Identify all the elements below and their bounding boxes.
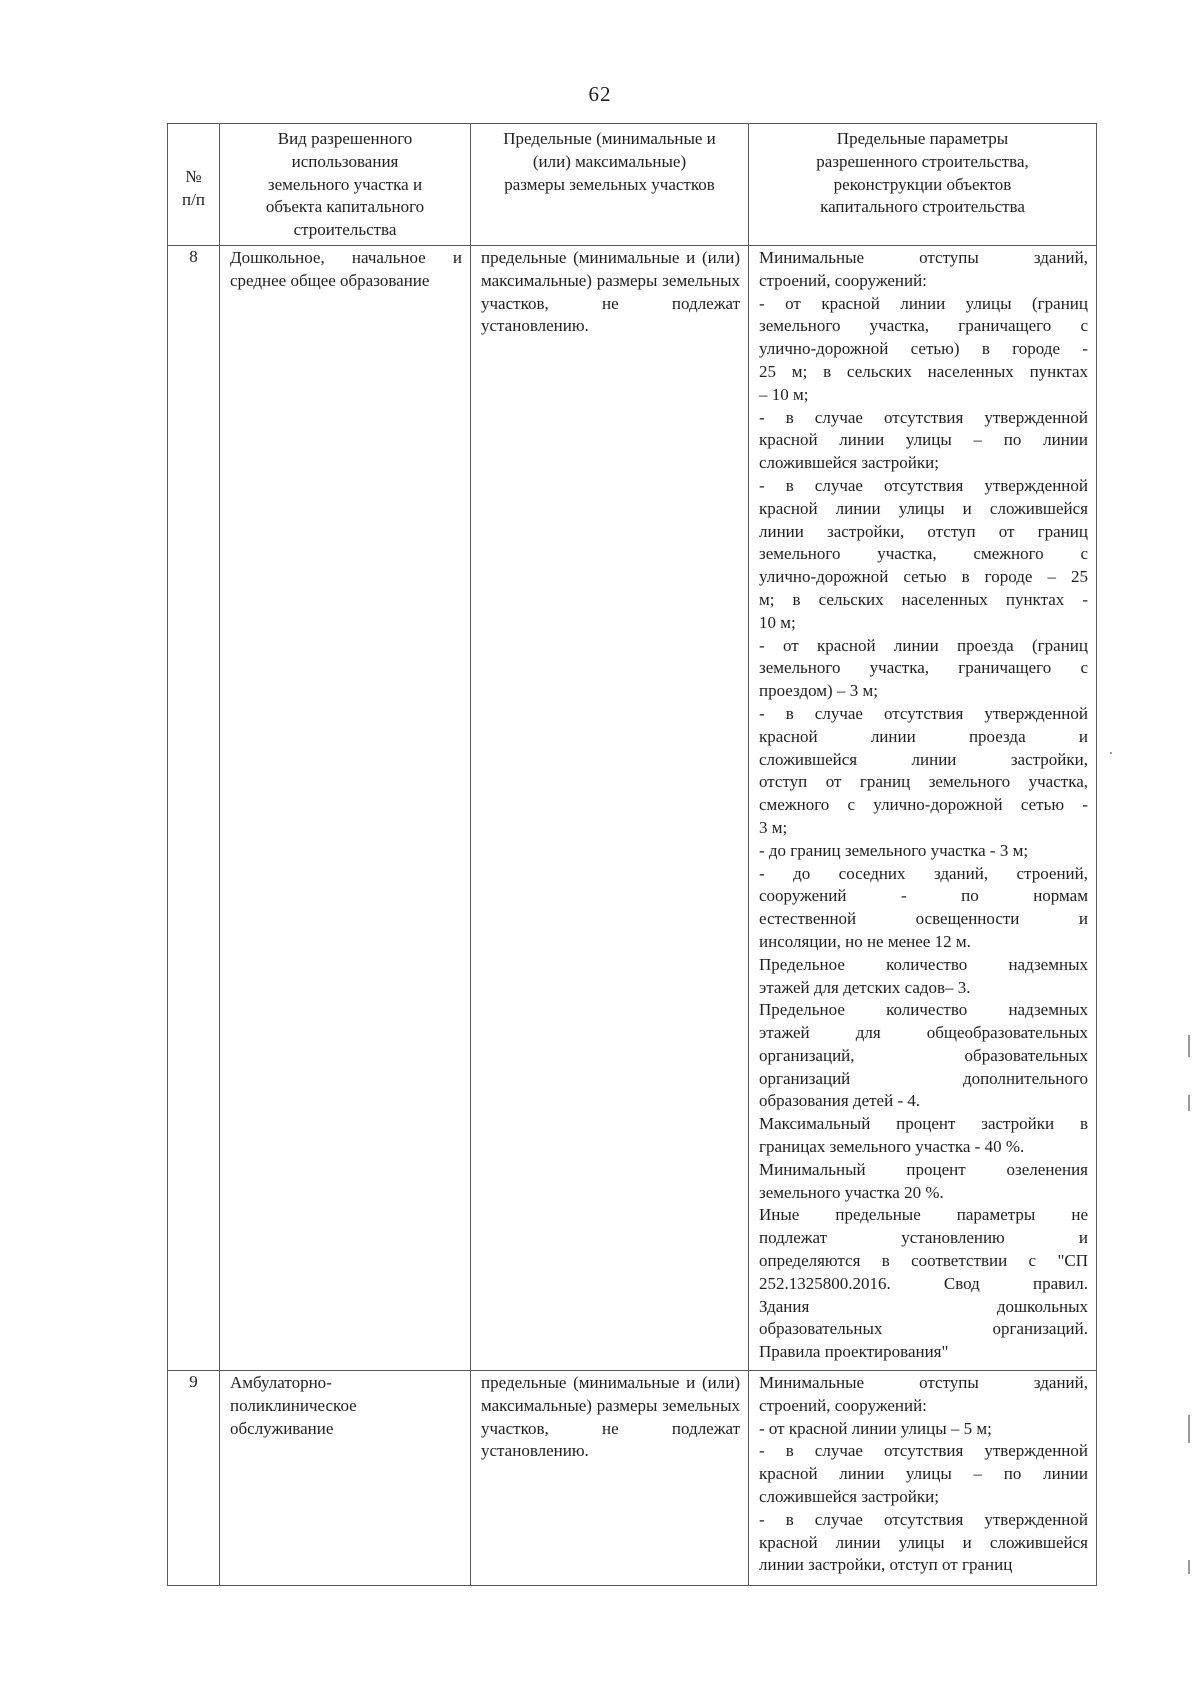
params-line: - от красной линии улицы (границ	[759, 293, 1088, 313]
header-usage-line: Вид разрешенного	[277, 129, 413, 148]
params-line: Минимальные отступы зданий,	[759, 248, 1088, 267]
regulations-table	[167, 123, 1097, 1586]
params-line: улично-дорожной сетью) в городе -	[759, 339, 1088, 359]
params-line: инсоляции, но не менее 12 м.	[759, 931, 971, 951]
params-line: улично-дорожной сетью в городе – 25	[759, 567, 1088, 587]
params-line: - от красной линии проезда (границ	[759, 635, 1088, 655]
params-line: красной линии улицы и сложившейся	[759, 1532, 1088, 1552]
row-usage-cell	[220, 246, 471, 1371]
params-line: - в случае отсутствия утвержденной	[759, 475, 1088, 495]
params-line: Здания дошкольных	[759, 1296, 1088, 1316]
header-construction-params	[749, 124, 1097, 246]
params-line: 252.1325800.2016. Свод правил.	[759, 1273, 1088, 1293]
row-sizes-cell	[471, 1371, 749, 1586]
params-line: Минимальный процент озеленения	[759, 1159, 1088, 1179]
params-line: красной линии улицы и сложившейся	[759, 498, 1088, 518]
row-params-text	[749, 246, 1096, 1364]
table-row	[168, 246, 1097, 1371]
header-usage-line: объекта капитального	[265, 197, 425, 217]
header-usage-line: использования	[291, 151, 399, 171]
params-line: земельного участка, граничащего с	[759, 316, 1088, 336]
params-line: красной линии улицы – по линии	[759, 1464, 1088, 1484]
header-number-abbr: п/п	[182, 189, 205, 209]
row-sizes-text: предельные (минимальные и (или) максимальные) размеры земельных участков, не подлежат установлению.	[481, 1373, 740, 1461]
params-line: - до соседних зданий, строений,	[759, 863, 1088, 883]
params-line: образовательных организаций.	[759, 1319, 1088, 1339]
params-line: 3 м;	[759, 817, 788, 837]
row-sizes-text: предельные (минимальные и (или) максимальные) размеры земельных участков, не подлежат установлению.	[481, 248, 740, 336]
params-line: подлежат установлению и	[759, 1228, 1088, 1248]
params-line: естественной освещенности и	[759, 909, 1088, 929]
params-line: - в случае отсутствия утвержденной	[759, 407, 1088, 427]
page-number: 62	[588, 82, 612, 106]
params-line: этажей для общеобразовательных	[759, 1023, 1088, 1043]
params-line: Максимальный процент застройки в	[759, 1114, 1088, 1134]
params-line: - от красной линии улицы – 5 м;	[759, 1418, 992, 1438]
row-params-cell	[749, 246, 1097, 1371]
scan-edge-mark	[1188, 1095, 1190, 1111]
row-number: 9	[168, 1371, 220, 1586]
header-params-line: разрешенного строительства,	[816, 151, 1029, 171]
row-usage-cell	[220, 1371, 471, 1586]
header-number-symbol: №	[185, 167, 202, 186]
scan-edge-mark	[1188, 1415, 1190, 1443]
header-number	[168, 124, 220, 246]
params-line: сооружений - по нормам	[759, 886, 1088, 906]
header-usage-line: строительства	[293, 220, 397, 240]
params-line: линии застройки, отступ от границ	[759, 521, 1088, 541]
header-usage-line: земельного участка и	[267, 174, 423, 194]
params-line: проездом) – 3 м;	[759, 681, 878, 701]
params-line: красной линии проезда и	[759, 726, 1088, 746]
row-params-cell	[749, 1371, 1097, 1586]
params-line: Минимальные отступы зданий,	[759, 1373, 1088, 1392]
header-sizes-line: (или) максимальные)	[532, 151, 687, 171]
params-line: сложившейся застройки;	[759, 453, 939, 473]
row-number: 8	[168, 246, 220, 1371]
params-line: 10 м;	[759, 612, 796, 632]
scan-edge-mark	[1110, 752, 1112, 754]
params-line: сложившейся линии застройки,	[759, 749, 1088, 769]
header-params-line: реконструкции объектов	[833, 174, 1012, 194]
params-line: - в случае отсутствия утвержденной	[759, 703, 1088, 723]
scan-edge-mark	[1188, 1035, 1190, 1057]
params-line: – 10 м;	[759, 384, 809, 404]
params-line: отступ от границ земельного участка,	[759, 772, 1088, 792]
params-line: образования детей - 4.	[759, 1091, 921, 1111]
header-sizes-line: Предельные (минимальные и	[503, 129, 716, 148]
scan-edge-mark	[1188, 1560, 1190, 1574]
header-params-line: Предельные параметры	[836, 129, 1009, 148]
params-line: 25 м; в сельских населенных пунктах	[759, 361, 1088, 381]
row-usage-text: Амбулаторно-поликлиническое обслуживание	[230, 1373, 357, 1438]
params-line: - в случае отсутствия утвержденной	[759, 1441, 1088, 1461]
header-params-line: капитального строительства	[820, 197, 1025, 217]
params-line: строений, сооружений:	[759, 270, 927, 290]
params-line: красной линии улицы – по линии	[759, 430, 1088, 450]
params-line: Предельное количество надземных	[759, 1000, 1088, 1020]
params-line: Иные предельные параметры не	[759, 1205, 1088, 1225]
header-sizes-line: размеры земельных участков	[504, 174, 715, 194]
row-usage-text: Дошкольное, начальное и среднее общее образование	[230, 248, 462, 290]
header-plot-sizes	[471, 124, 749, 246]
params-line: земельного участка, смежного с	[759, 544, 1088, 564]
params-line: определяются в соответствии с "СП	[759, 1251, 1088, 1271]
row-params-text	[749, 1371, 1096, 1577]
params-line: м; в сельских населенных пунктах -	[759, 589, 1088, 609]
table-header-row	[168, 124, 1097, 246]
params-line: Правила проектирования"	[759, 1342, 949, 1362]
params-line: земельного участка 20 %.	[759, 1182, 944, 1202]
params-line: строений, сооружений:	[759, 1395, 927, 1415]
params-line: земельного участка, граничащего с	[759, 658, 1088, 678]
header-usage-type	[220, 124, 471, 246]
params-line: смежного с улично-дорожной сетью -	[759, 795, 1088, 815]
row-sizes-cell	[471, 246, 749, 1371]
params-line: этажей для детских садов– 3.	[759, 977, 971, 997]
params-line: организаций, образовательных	[759, 1045, 1088, 1065]
table-row	[168, 1371, 1097, 1586]
params-line: Предельное количество надземных	[759, 954, 1088, 974]
params-line: - до границ земельного участка - 3 м;	[759, 840, 1029, 860]
params-line: организаций дополнительного	[759, 1068, 1088, 1088]
params-line: границах земельного участка - 40 %.	[759, 1137, 1025, 1157]
params-line: сложившейся застройки;	[759, 1486, 939, 1506]
params-line: линии застройки, отступ от границ	[759, 1555, 1013, 1575]
params-line: - в случае отсутствия утвержденной	[759, 1509, 1088, 1529]
